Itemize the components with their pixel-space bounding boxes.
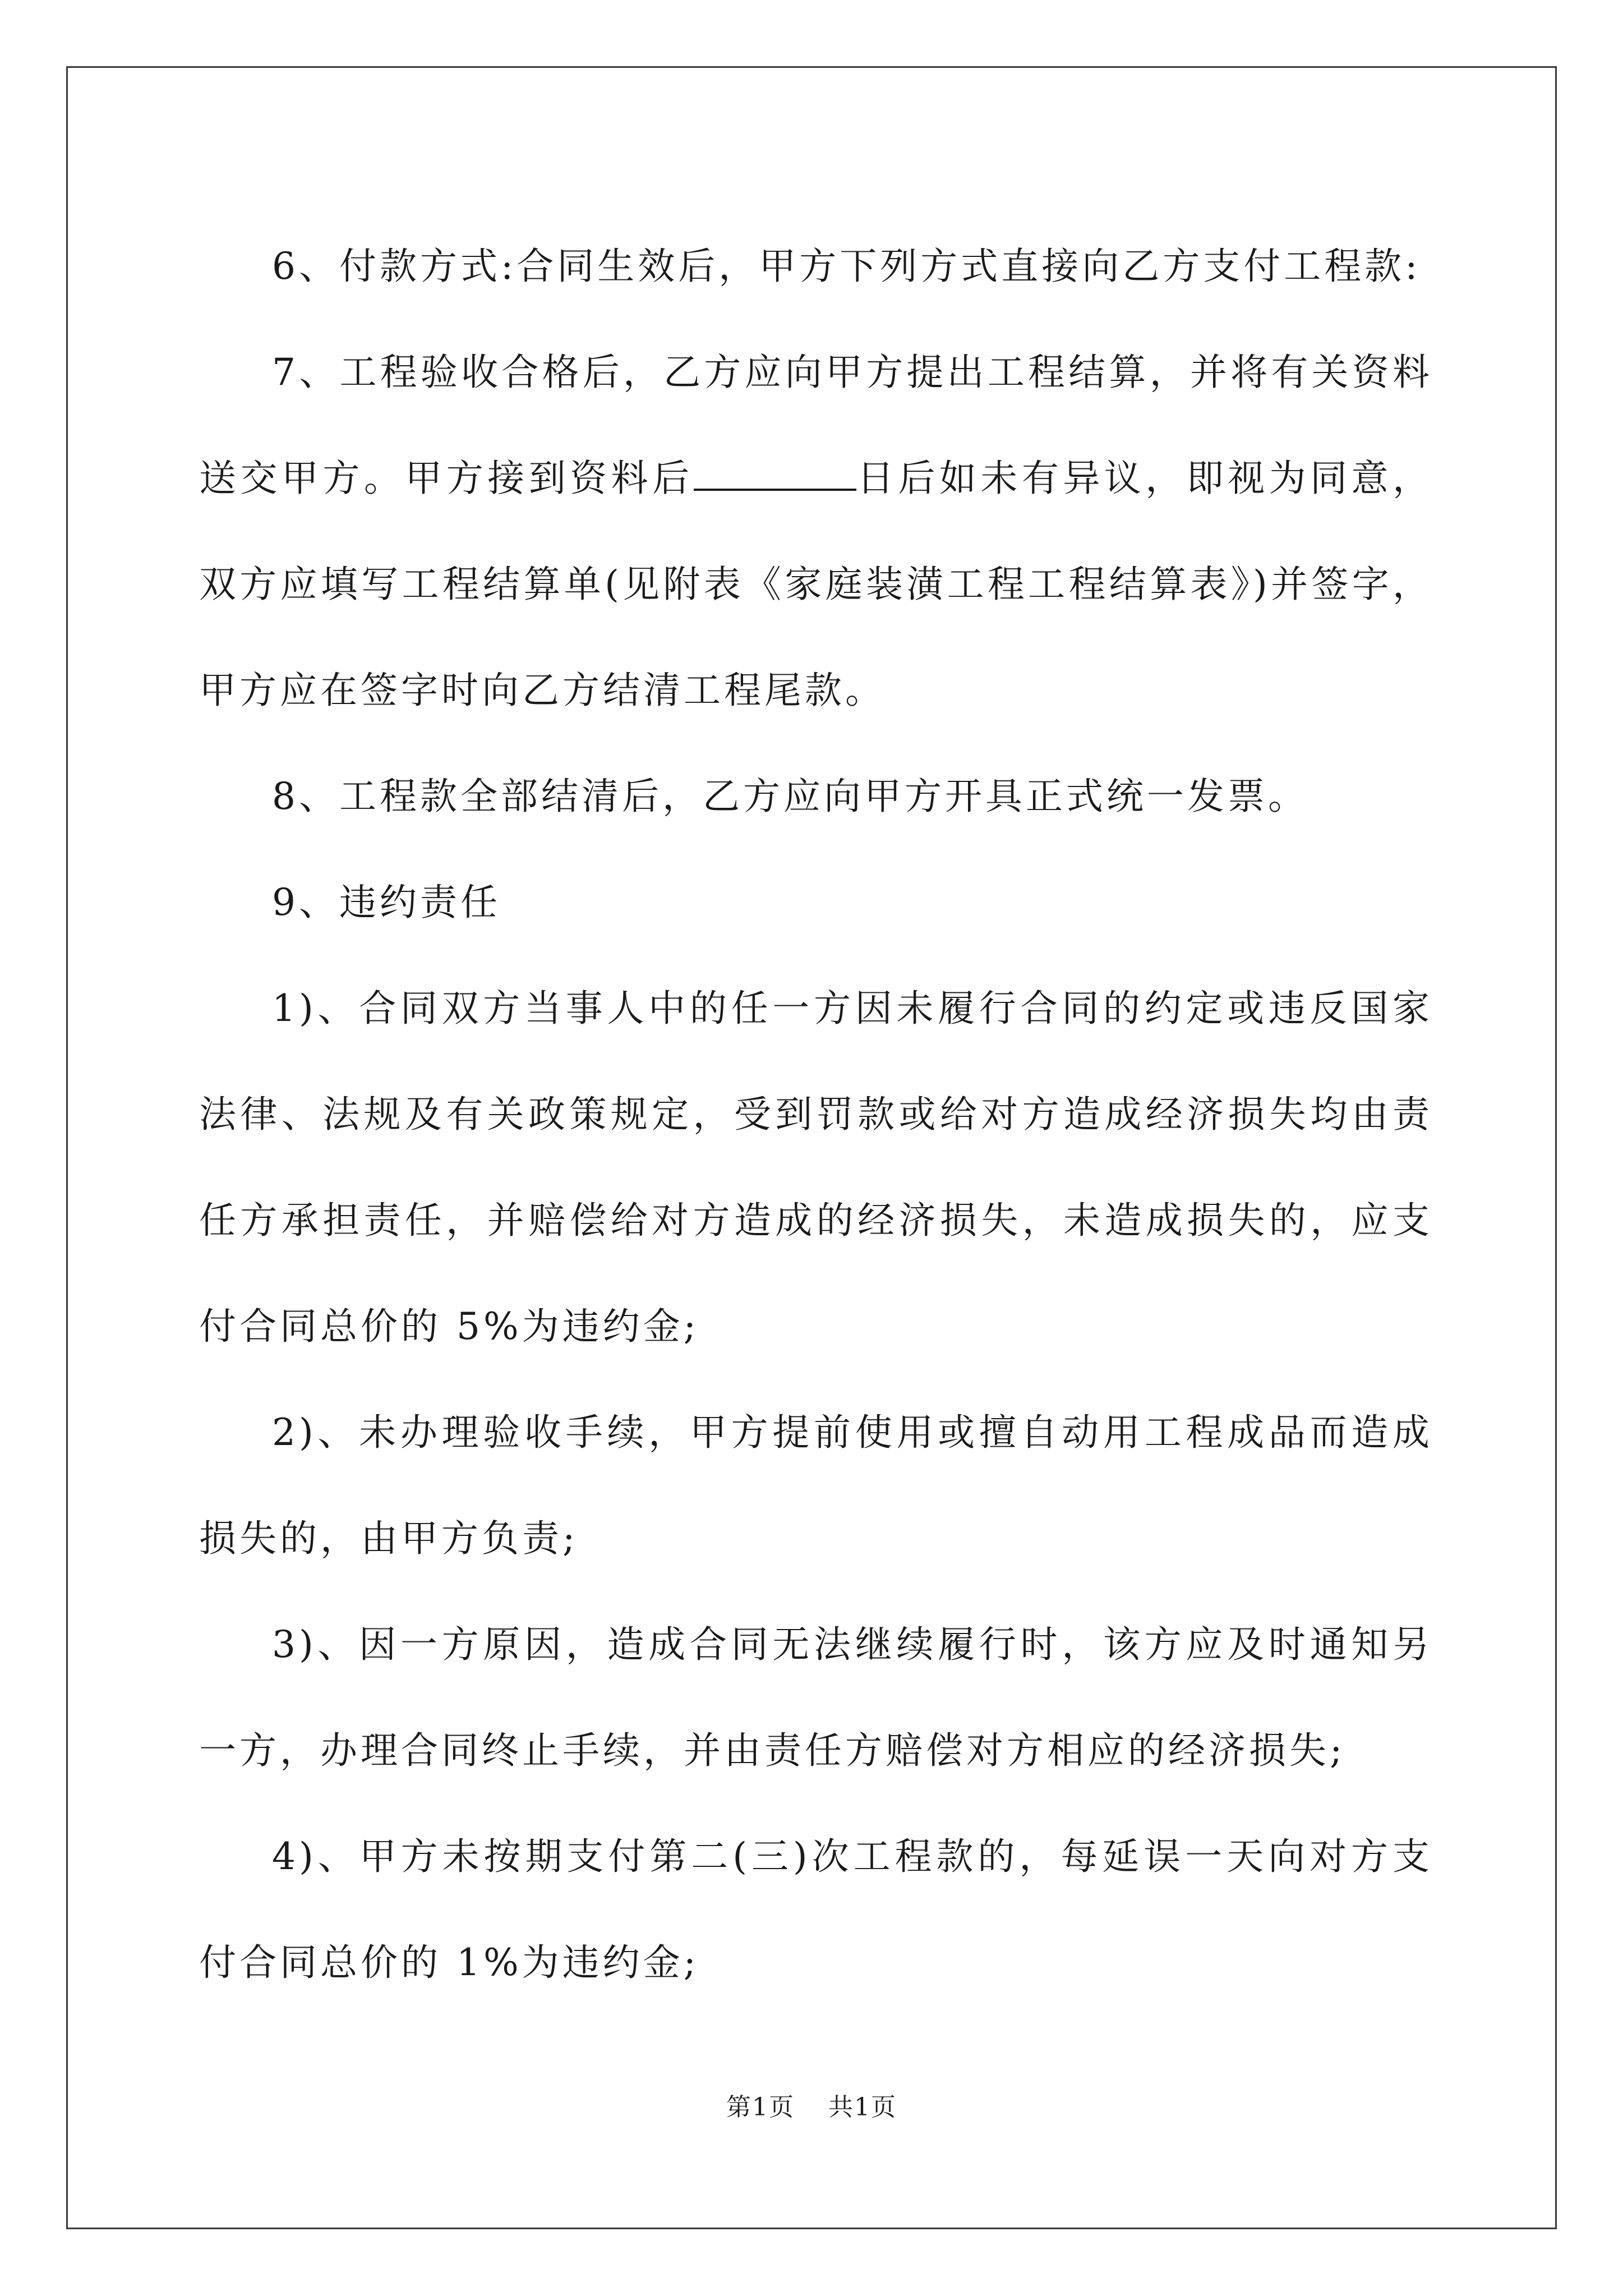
paragraph-liability-1: 1)、合同双方当事人中的任一方因未履行合同的约定或违反国家法律、法规及有关政策规定，受到罚款或给对方造成经济损失均由责任方承担责任，并赔偿给对方造成的经济损失，未造成损失的，应支付合同总价的 5%为违约金; xyxy=(199,987,1433,1348)
paragraph-liability-2: 2)、未办理验收手续，甲方提前使用或擅自动用工程成品而造成损失的，由甲方负责; xyxy=(199,1411,1433,1560)
page-number: 第1页 xyxy=(726,2093,795,2122)
paragraph-liability-3: 3)、因一方原因，造成合同无法继续履行时，该方应及时通知另一方，办理合同终止手续，并由责任方赔偿对方相应的经济损失; xyxy=(199,1623,1433,1772)
page-footer xyxy=(0,2087,1623,2123)
paragraph-text: 日后如未有异议，即视为同意，双方应填写工程结算单(见附表《家庭装潢工程工程结算表》)并签字，甲方应在签字时向乙方结清工程尾款。 xyxy=(199,457,1433,712)
document-body xyxy=(199,213,1433,2016)
blank-days-field xyxy=(694,459,856,491)
page-total: 共1页 xyxy=(828,2093,897,2122)
paragraph-text: 7、工程验收合格后，乙方应向甲方提出工程结算，并将有关资料送交甲方。甲方接到资料后 xyxy=(199,351,1433,500)
paragraph-payment-method: 6、付款方式:合同生效后，甲方下列方式直接向乙方支付工程款: xyxy=(272,245,1421,288)
paragraph-invoice: 8、工程款全部结清后，乙方应向甲方开具正式统一发票。 xyxy=(272,775,1308,818)
paragraph-acceptance-settlement xyxy=(199,319,1433,743)
paragraph-liability-heading: 9、违约责任 xyxy=(272,881,501,924)
paragraph-liability-4: 4)、甲方未按期支付第二(三)次工程款的，每延误一天向对方支付合同总价的 1%为违约金; xyxy=(199,1835,1433,1984)
